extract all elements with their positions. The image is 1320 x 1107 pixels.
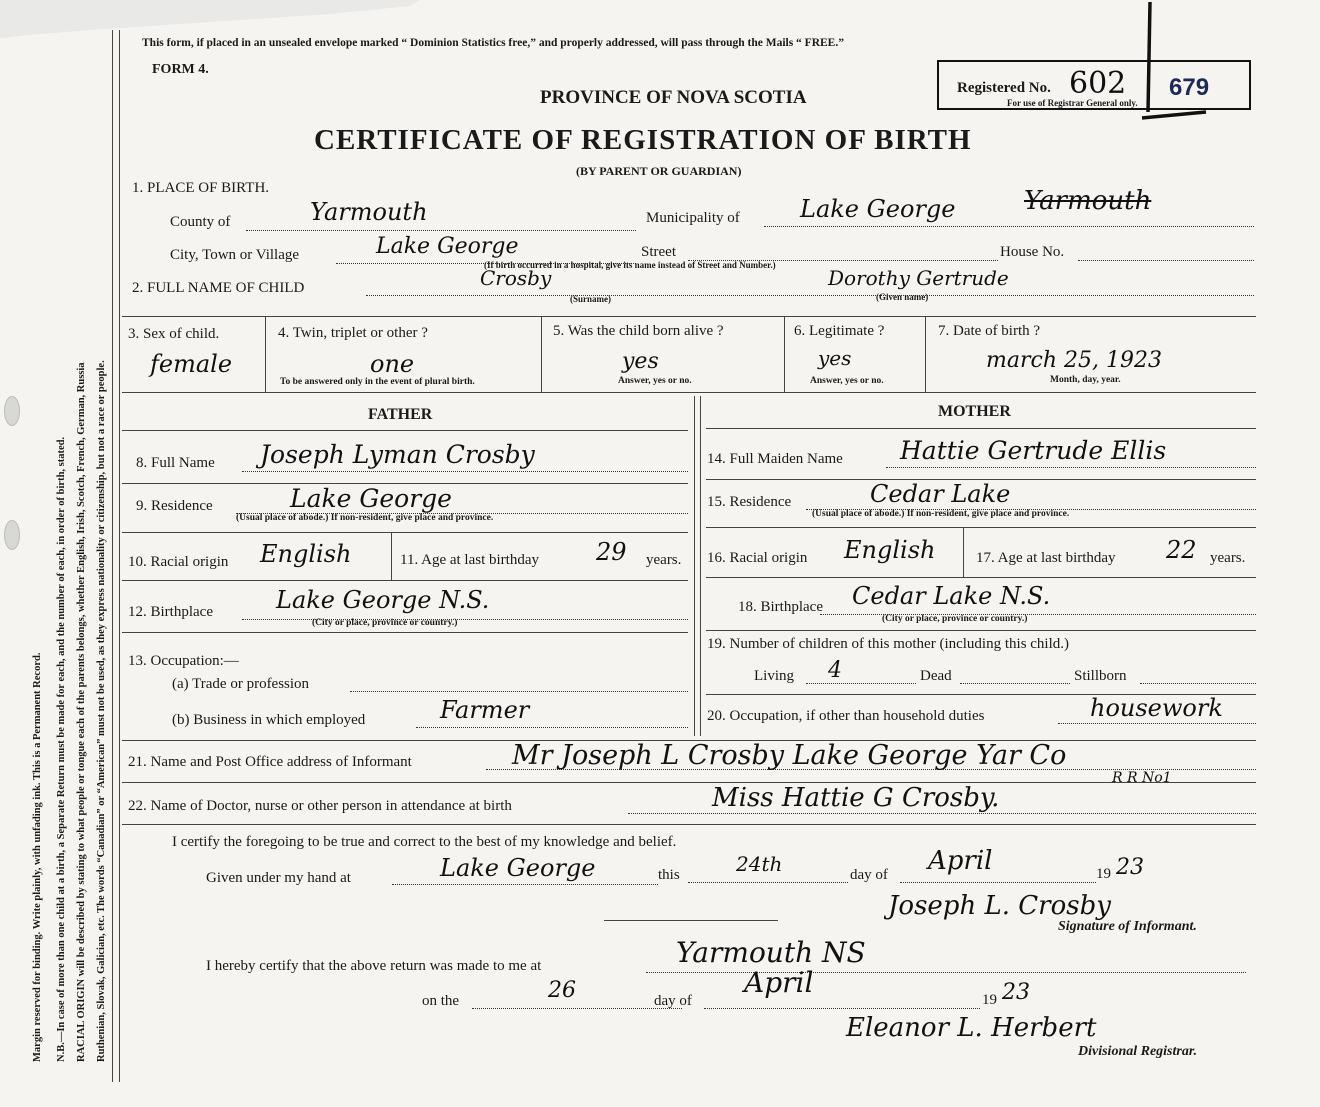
father-birthplace-value: Lake George N.S. [276, 586, 490, 614]
mother-racial-value: English [844, 536, 936, 564]
given-this-label: this [658, 867, 680, 883]
mother-dead-line [960, 683, 1070, 684]
father-residence-note: (Usual place of abode.) If non-resident, give place and province. [236, 513, 494, 523]
mother-birthplace-label: 18. Birthplace [738, 599, 823, 615]
county-line [246, 230, 636, 231]
municipality-struck-value: Yarmouth [1024, 186, 1152, 216]
child-surname-value: Crosby [480, 266, 552, 290]
given-day-line [688, 882, 848, 883]
father-trade-line [350, 691, 688, 692]
place-of-birth-label: 1. PLACE OF BIRTH. [132, 180, 270, 196]
registrar-l-mark [1100, 0, 1220, 130]
mother-birthplace-note: (City or place, province or country.) [882, 614, 1028, 624]
father-occupation-label: 13. Occupation:— [128, 653, 239, 669]
page-title: CERTIFICATE OF REGISTRATION OF BIRTH [314, 124, 972, 156]
informant-row-rule [122, 782, 1256, 783]
mother-age-unit: years. [1210, 550, 1246, 566]
father-name-value: Joseph Lyman Crosby [260, 440, 535, 469]
alive-note: Answer, yes or no. [618, 376, 692, 386]
registrar-caption: Divisional Registrar. [1078, 1044, 1198, 1059]
doctor-line [628, 813, 1256, 814]
child-given-value: Dorothy Gertrude [828, 266, 1009, 290]
father-age-label: 11. Age at last birthday [400, 552, 539, 568]
doctor-row-rule [122, 824, 1256, 825]
county-value: Yarmouth [310, 198, 428, 226]
mother-name-line [886, 467, 1256, 468]
given-place-line [392, 884, 658, 885]
reg-day-line [472, 1008, 682, 1009]
twin-label: 4. Twin, triplet or other ? [278, 325, 428, 341]
given-year-value: 23 [1116, 855, 1144, 880]
parents-center-divider [694, 396, 695, 736]
legitimate-value: yes [818, 346, 852, 370]
mother-row-rule [706, 630, 1256, 631]
father-racial-value: English [260, 540, 352, 568]
on-the-label: on the [422, 993, 460, 1009]
municipality-label: Municipality of [646, 210, 740, 226]
parents-center-divider [700, 396, 701, 736]
reg-year-value: 23 [1002, 980, 1030, 1005]
doctor-value: Miss Hattie G Crosby. [712, 783, 1000, 813]
punch-hole [4, 520, 20, 550]
twin-value: one [370, 350, 415, 378]
sex-value: female [150, 350, 233, 378]
margin-racial-origin-note-2: Ruthenian, Slovak, Galician, etc. The words “Canadian” or “American” must not be used, as they express nationality or citizenship, but not a race or people. [96, 360, 107, 1062]
reg-day-value: 26 [548, 978, 576, 1003]
row3-divider [925, 316, 926, 392]
row3-divider [265, 316, 266, 392]
father-heading: FATHER [368, 406, 433, 423]
dob-label: 7. Date of birth ? [938, 323, 1041, 339]
father-racial-label: 10. Racial origin [128, 554, 229, 570]
mother-heading: MOTHER [938, 403, 1011, 420]
city-value: Lake George [376, 234, 519, 259]
twin-note: To be answered only in the event of plural birth. [280, 377, 475, 387]
mother-birthplace-value: Cedar Lake N.S. [852, 582, 1051, 610]
mother-racial-label: 16. Racial origin [707, 550, 808, 566]
given-month-value: April [928, 846, 993, 876]
father-age-unit: years. [646, 552, 682, 568]
mother-living-line [806, 683, 916, 684]
father-birthplace-line [242, 619, 688, 620]
mother-occupation-label: 20. Occupation, if other than household duties [707, 708, 985, 724]
mother-age-label: 17. Age at last birthday [976, 550, 1116, 566]
reg-year-prefix: 19 [982, 992, 997, 1008]
punch-hole [4, 396, 20, 426]
father-residence-label: 9. Residence [136, 498, 213, 514]
father-row-rule [122, 580, 688, 581]
child-given-note: (Given name) [876, 292, 929, 302]
father-name-line [242, 471, 688, 472]
heading-rule [706, 428, 1256, 429]
mother-children-label: 19. Number of children of this mother (including this child.) [707, 636, 1070, 652]
mother-residence-note: (Usual place of abode.) If non-resident, give place and province. [812, 509, 1070, 519]
street-label: Street [641, 244, 676, 260]
reg-day-of-label: day of [654, 993, 692, 1009]
row3-top-rule [122, 316, 1256, 317]
house-line [1078, 260, 1254, 261]
father-business-line [416, 727, 688, 728]
dob-value: march 25, 1923 [986, 348, 1162, 373]
hospital-note: (If birth occurred in a hospital, give its name instead of Street and Number.) [484, 260, 776, 270]
province-heading: PROVINCE OF NOVA SCOTIA [540, 87, 807, 108]
father-racial-divider [391, 532, 392, 580]
margin-binding-note: Margin reserved for binding. Write plainly, with unfading ink. This is a Permanent Record. [32, 652, 43, 1062]
given-place-value: Lake George [440, 854, 596, 882]
mother-living-value: 4 [828, 658, 842, 683]
sex-label: 3. Sex of child. [128, 326, 220, 342]
informant-extra: R R No1 [1112, 770, 1172, 786]
mail-notice: This form, if placed in an unsealed envelope marked “ Dominion Statistics free,” and properly addressed, will pass through the Mails “ FREE.” [142, 37, 844, 49]
row3-divider [541, 316, 542, 392]
mother-stillborn-line [1140, 683, 1256, 684]
heading-rule [122, 430, 688, 431]
informant-value: Mr Joseph L Crosby Lake George Yar Co [512, 740, 1067, 771]
margin-multiple-birth-note: N.B.—In case of more than one child at a birth, a Separate Return must be made for each, and the number of each, in order of birth, stated. [56, 436, 67, 1062]
father-residence-value: Lake George [290, 484, 452, 513]
father-row-rule [122, 532, 688, 533]
margin-racial-origin-note: RACIAL ORIGIN will be described by stating to what people or tongue each of the parents belongs, whether English, Irish, Scotch, French, German, Russia [76, 362, 87, 1062]
father-age-value: 29 [596, 538, 627, 566]
father-row-rule [122, 632, 688, 633]
margin-border-line [112, 30, 113, 1082]
legitimate-label: 6. Legitimate ? [794, 323, 885, 339]
child-name-label: 2. FULL NAME OF CHILD [132, 280, 305, 296]
father-birthplace-label: 12. Birthplace [128, 604, 213, 620]
doctor-label: 22. Name of Doctor, nurse or other person in attendance at birth [128, 798, 512, 814]
registrar-place-line [646, 972, 1246, 973]
city-label: City, Town or Village [170, 247, 300, 263]
reg-month-value: April [744, 966, 814, 999]
given-label: Given under my hand at [206, 870, 351, 886]
svg-text:Joseph L. Crosby: Joseph L. Crosby [888, 891, 1111, 921]
informant-signature-caption: Signature of Informant. [1058, 919, 1197, 934]
registered-handwritten: 602 [1069, 66, 1127, 101]
signature-blank-line [604, 920, 778, 921]
mother-name-label: 14. Full Maiden Name [707, 451, 843, 467]
mother-age-value: 22 [1166, 536, 1197, 564]
given-day-of-label: day of [850, 867, 888, 883]
given-day-value: 24th [736, 852, 783, 876]
alive-value: yes [622, 349, 659, 374]
father-trade-label: (a) Trade or profession [172, 676, 310, 692]
mother-occupation-value: housework [1090, 694, 1223, 722]
alive-label: 5. Was the child born alive ? [553, 323, 724, 339]
mother-residence-value: Cedar Lake [870, 480, 1011, 508]
registered-stamp: 679 [1169, 74, 1210, 101]
father-business-value: Farmer [440, 696, 530, 724]
child-surname-note: (Surname) [570, 294, 611, 304]
county-label: County of [170, 214, 231, 230]
mother-stillborn-label: Stillborn [1074, 668, 1127, 684]
mother-row-rule [706, 527, 1256, 528]
registered-note: For use of Registrar General only. [1007, 98, 1138, 108]
house-label: House No. [1000, 244, 1065, 260]
father-business-label: (b) Business in which employed [172, 712, 366, 728]
dob-note: Month, day, year. [1050, 375, 1121, 385]
registrar-signature [842, 1004, 1202, 1048]
registrar-text: I hereby certify that the above return was made to me at [206, 958, 542, 974]
certify-text: I certify the foregoing to be true and correct to the best of my knowledge and belief. [172, 834, 677, 850]
row3-divider [784, 316, 785, 392]
municipality-line [764, 226, 1254, 227]
child-name-line [366, 295, 1254, 296]
mother-residence-label: 15. Residence [707, 494, 792, 510]
torn-corner [0, 0, 420, 38]
mother-name-value: Hattie Gertrude Ellis [900, 436, 1167, 465]
registrar-place-value: Yarmouth NS [676, 936, 866, 969]
margin-border-line [119, 30, 120, 1082]
mother-racial-divider [963, 527, 964, 577]
informant-label: 21. Name and Post Office address of Informant [128, 754, 412, 770]
svg-text:Eleanor L. Herbert: Eleanor L. Herbert [846, 1013, 1097, 1043]
mother-dead-label: Dead [920, 668, 952, 684]
row3-bottom-rule [122, 392, 1256, 393]
municipality-value: Lake George [800, 195, 956, 223]
legitimate-note: Answer, yes or no. [810, 376, 884, 386]
form-number: FORM 4. [152, 62, 209, 77]
mother-living-label: Living [754, 668, 794, 684]
registered-label: Registered No. [957, 80, 1051, 96]
father-name-label: 8. Full Name [136, 455, 215, 471]
mother-occupation-line [1058, 723, 1256, 724]
mother-row-rule [706, 577, 1256, 578]
page-subtitle: (BY PARENT OR GUARDIAN) [576, 164, 742, 178]
given-year-prefix: 19 [1096, 866, 1111, 882]
father-birthplace-note: (City or place, province or country.) [312, 618, 458, 628]
